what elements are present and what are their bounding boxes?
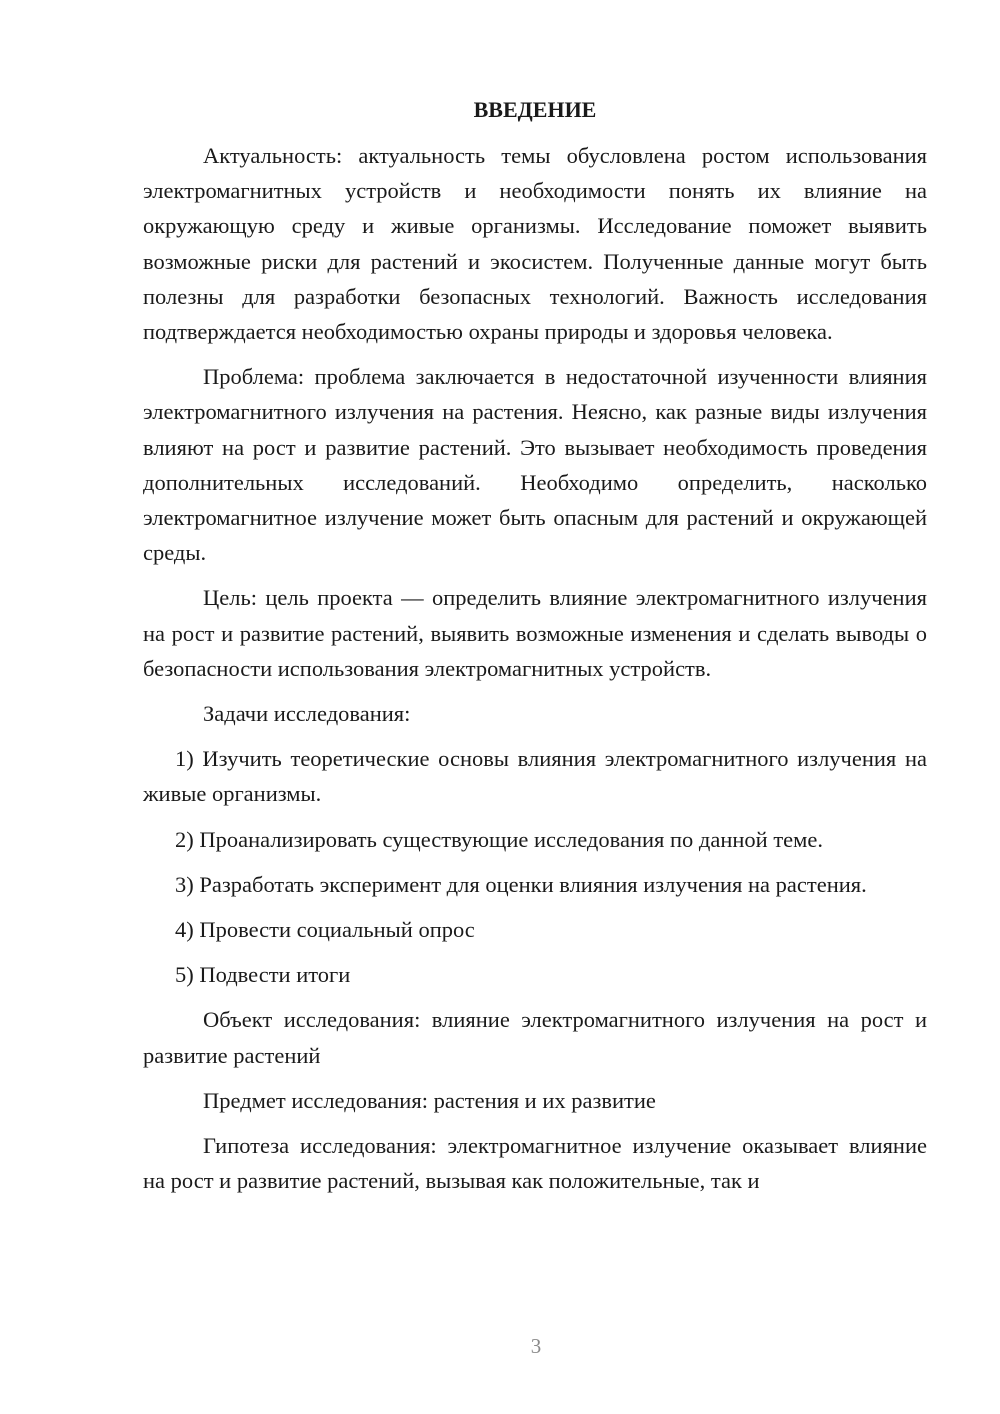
- document-body: [143, 92, 927, 1208]
- page-number: 3: [530, 1334, 542, 1358]
- task-item: 5) Подвести итоги: [175, 962, 351, 988]
- hypothesis-paragraph: Гипотеза исследования: электромагнитное излучение оказывает влияние на рост и развитие растений, вызывая как положительные, так и: [143, 1133, 927, 1194]
- task-item: 3) Разработать эксперимент для оценки влияния излучения на растения.: [175, 871, 867, 897]
- subject-paragraph: Предмет исследования: растения и их развитие: [203, 1087, 656, 1113]
- goal-paragraph: Цель: цель проекта — определить влияние электромагнитного излучения на рост и развитие растений, выявить возможные изменения и сделать выводы о безопасности использования электромагнитных устройств.: [143, 585, 927, 681]
- task-item: 2) Проанализировать существующие исследования по данной теме.: [175, 826, 824, 852]
- problem-paragraph: Проблема: проблема заключается в недостаточной изученности влияния электромагнитного излучения на растения. Неясно, как разные виды излучения влияют на рост и развитие растений. Это вызывает необходимость проведения дополнительных исследований. Необходимо определить, насколько электромагнитное излучение может быть опасным для растений и окружающей среды.: [143, 364, 927, 566]
- object-paragraph: Объект исследования: влияние электромагнитного излучения на рост и развитие растений: [143, 1007, 927, 1068]
- relevance-paragraph: Актуальность: актуальность темы обусловлена ростом использования электромагнитных устройств и необходимости понять их влияние на окружающую среду и живые организмы. Исследование поможет выявить возможные риски для растений и экосистем. Полученные данные могут быть полезны для разработки безопасных технологий. Важность исследования подтверждается необходимостью охраны природы и здоровья человека.: [143, 143, 927, 345]
- section-title: ВВЕДЕНИЕ: [473, 97, 597, 122]
- tasks-heading: Задачи исследования:: [203, 701, 411, 727]
- task-item: 4) Провести социальный опрос: [175, 917, 475, 943]
- task-item: 1) Изучить теоретические основы влияния электромагнитного излучения на живые организмы.: [143, 746, 927, 807]
